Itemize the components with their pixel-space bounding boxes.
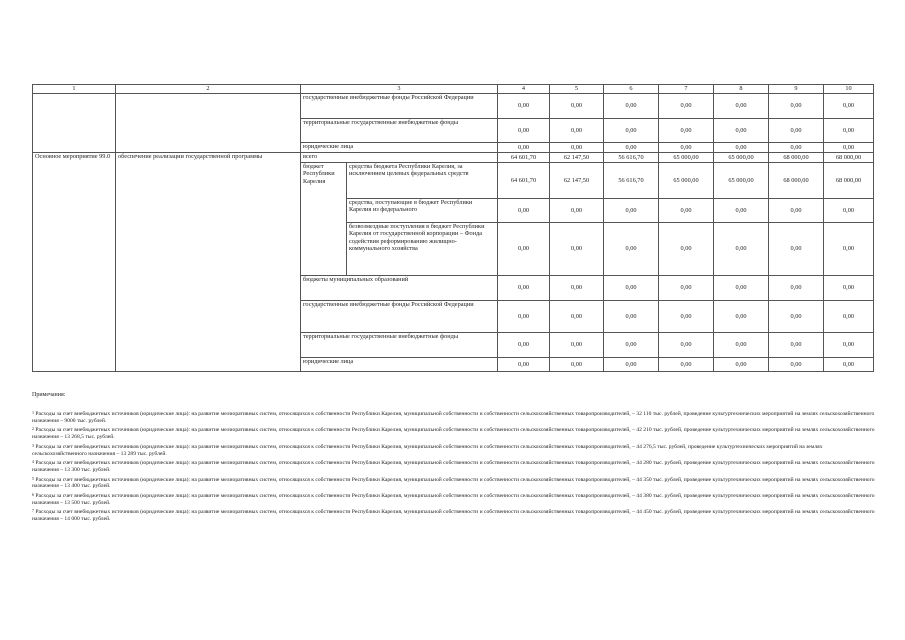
value-cell: 0,00 (824, 223, 874, 276)
footnote (32, 411, 877, 425)
value-cell: 0,00 (550, 199, 604, 223)
value-cell: 56 616,70 (604, 163, 659, 199)
value-cell: 0,00 (769, 199, 824, 223)
table-row (33, 153, 874, 163)
table-header-row (33, 85, 874, 94)
value-cell: 0,00 (498, 143, 550, 153)
value-cell: 0,00 (550, 94, 604, 119)
value-cell: 0,00 (659, 94, 714, 119)
value-cell: 0,00 (714, 199, 769, 223)
value-cell: 0,00 (659, 119, 714, 143)
budget-group-label: бюджет Республики Карелия (301, 163, 347, 276)
value-cell: 0,00 (604, 119, 659, 143)
footnote-number: 4 (32, 459, 34, 465)
value-cell: 0,00 (550, 333, 604, 358)
value-cell: 0,00 (550, 223, 604, 276)
value-cell: 65 000,00 (659, 153, 714, 163)
footnote-text: Расходы за счет внебюджетных источников (юридические лица): на развитие мелиоративных систем, относящихся к собственности Республики Карелия, муниципальной собственности и собственности сельскохозяйственных товаропроизводителей, – 32 110 тыс. рублей, проведение культуртехнических мероприятий на землях сельскохозяйственного назначения – 9000 тыс. рублей. (32, 410, 875, 424)
footnote-text: Расходы за счет внебюджетных источников (юридические лица): на развитие мелиоративных систем, относящихся к собственности Республики Карелия, муниципальной собственности и собственности сельскохозяйственных товаропроизводителей, – 44 450 тыс. рублей, проведение культуртехнических мероприятий на землях сельскохозяйственного назначения – 14 000 тыс. рублей. (32, 509, 875, 523)
footnote-number: 2 (32, 426, 34, 432)
value-cell: 0,00 (824, 143, 874, 153)
value-cell: 0,00 (550, 301, 604, 333)
footnote (32, 509, 877, 523)
source-label: безвозмездные поступления в бюджет Республики Карелия от государственной корпорации – Фонда содействия реформированию жилищно-коммунального хозяйства (347, 223, 498, 276)
value-cell: 0,00 (824, 276, 874, 301)
source-label: территориальные государственные внебюджетные фонды (301, 333, 498, 358)
empty-cell (116, 94, 301, 153)
value-cell: 0,00 (498, 223, 550, 276)
value-cell: 0,00 (769, 119, 824, 143)
event-description: обеспечение реализации государственной программы (116, 153, 301, 372)
value-cell: 64 601,70 (498, 163, 550, 199)
value-cell: 0,00 (659, 223, 714, 276)
notes-section (32, 392, 877, 526)
source-label: бюджеты муниципальных образований (301, 276, 498, 301)
value-cell: 0,00 (714, 223, 769, 276)
footnote-number: 6 (32, 491, 34, 497)
header-cell: 5 (550, 85, 604, 94)
value-cell: 0,00 (824, 333, 874, 358)
footnote-text: Расходы за счет внебюджетных источников (юридические лица): на развитие мелиоративных систем, относящихся к собственности Республики Карелия, муниципальной собственности и собственности сельскохозяйственных товаропроизводителей, – 42 210 тыс. рублей, проведение культуртехнических мероприятий на землях сельскохозяйственного назначения – 13 268,5 тыс. рублей. (32, 427, 875, 441)
value-cell: 0,00 (498, 276, 550, 301)
value-cell: 0,00 (769, 358, 824, 372)
value-cell: 68 000,00 (769, 153, 824, 163)
header-cell: 3 (301, 85, 498, 94)
value-cell: 0,00 (498, 94, 550, 119)
value-cell: 0,00 (550, 119, 604, 143)
footnote-number: 1 (32, 409, 34, 415)
header-cell: 1 (33, 85, 116, 94)
value-cell: 0,00 (550, 276, 604, 301)
value-cell: 0,00 (604, 276, 659, 301)
value-cell: 0,00 (769, 143, 824, 153)
value-cell: 0,00 (604, 301, 659, 333)
value-cell: 65 000,00 (714, 163, 769, 199)
value-cell: 0,00 (824, 199, 874, 223)
source-label: территориальные государственные внебюджетные фонды (301, 119, 498, 143)
value-cell: 0,00 (498, 199, 550, 223)
source-label: государственные внебюджетные фонды Российской Федерации (301, 301, 498, 333)
value-cell: 0,00 (659, 199, 714, 223)
header-cell: 10 (824, 85, 874, 94)
value-cell: 68 000,00 (769, 163, 824, 199)
value-cell: 0,00 (714, 333, 769, 358)
header-cell: 8 (714, 85, 769, 94)
footnote (32, 460, 877, 474)
header-cell: 9 (769, 85, 824, 94)
value-cell: 62 147,50 (550, 153, 604, 163)
value-cell: 0,00 (604, 94, 659, 119)
header-cell: 7 (659, 85, 714, 94)
value-cell: 68 000,00 (824, 163, 874, 199)
value-cell: 0,00 (498, 119, 550, 143)
event-name: Основное мероприятие 99.0 (33, 153, 116, 372)
value-cell: 65 000,00 (659, 163, 714, 199)
table-row (33, 94, 874, 119)
value-cell: 0,00 (769, 333, 824, 358)
value-cell: 0,00 (498, 358, 550, 372)
header-cell: 6 (604, 85, 659, 94)
source-label: юридические лица (301, 143, 498, 153)
value-cell: 0,00 (498, 333, 550, 358)
value-cell: 0,00 (824, 119, 874, 143)
value-cell: 0,00 (824, 301, 874, 333)
source-label: средства, поступающие в бюджет Республики Карелия из федерального (347, 199, 498, 223)
footnote-number: 3 (32, 442, 34, 448)
value-cell: 0,00 (769, 301, 824, 333)
value-cell: 0,00 (659, 301, 714, 333)
footnote-text: Расходы за счет внебюджетных источников (юридические лица): на развитие мелиоративных систем, относящихся к собственности Республики Карелия, муниципальной собственности и собственности сельскохозяйственных товаропроизводителей, – 44 350 тыс. рублей, проведение культуртехнических мероприятий на землях сельскохозяйственного назначения – 13 400 тыс. рублей. (32, 476, 875, 490)
value-cell: 65 000,00 (714, 153, 769, 163)
source-label: всего (301, 153, 498, 163)
value-cell: 0,00 (659, 276, 714, 301)
footnote (32, 477, 877, 491)
value-cell: 0,00 (659, 333, 714, 358)
footnote (32, 493, 877, 507)
value-cell: 0,00 (604, 143, 659, 153)
value-cell: 0,00 (550, 358, 604, 372)
value-cell: 0,00 (604, 358, 659, 372)
value-cell: 0,00 (604, 223, 659, 276)
notes-title: Примечания: (32, 392, 66, 398)
budget-table (32, 84, 874, 372)
header-cell: 2 (116, 85, 301, 94)
value-cell: 0,00 (498, 301, 550, 333)
value-cell: 0,00 (714, 119, 769, 143)
footnote (32, 444, 877, 458)
value-cell: 68 000,00 (824, 153, 874, 163)
value-cell: 0,00 (714, 276, 769, 301)
value-cell: 0,00 (824, 358, 874, 372)
source-label: юридические лица (301, 358, 498, 372)
value-cell: 0,00 (769, 94, 824, 119)
value-cell: 0,00 (714, 143, 769, 153)
value-cell: 56 616,70 (604, 153, 659, 163)
source-label: средства бюджета Республики Карелия, за исключением целевых федеральных средств (347, 163, 498, 199)
value-cell: 62 147,50 (550, 163, 604, 199)
footnote (32, 427, 877, 441)
footnote-text: Расходы за счет внебюджетных источников (юридические лица): на развитие мелиоративных систем, относящихся к собственности Республики Карелия, муниципальной собственности и собственности сельскохозяйственных товаропроизводителей, – 44 380 тыс. рублей, проведение культуртехнических мероприятий на землях сельскохозяйственного назначения – 13 500 тыс. рублей. (32, 492, 875, 506)
empty-cell (33, 94, 116, 153)
value-cell: 0,00 (714, 94, 769, 119)
value-cell: 0,00 (604, 333, 659, 358)
value-cell: 0,00 (659, 143, 714, 153)
footnote-text: Расходы за счет внебюджетных источников (юридические лица): на развитие мелиоративных систем, относящихся к собственности Республики Карелия, муниципальной собственности и собственности сельскохозяйственных товаропроизводителей, – 44 280 тыс. рублей, проведение культуртехнических мероприятий на землях сельскохозяйственного назначения – 13 300 тыс. рублей. (32, 460, 875, 474)
footnote-number: 5 (32, 475, 34, 481)
value-cell: 0,00 (714, 301, 769, 333)
value-cell: 0,00 (824, 94, 874, 119)
value-cell: 0,00 (604, 199, 659, 223)
footnote-text: Расходы за счет внебюджетных источников (юридические лица): на развитие мелиоративных систем, относящихся к собственности Республики Карелия, муниципальной собственности и собственности сельскохозяйственных товаропроизводителей, – 44 276,5 тыс. рублей, проведение культуртехнических мероприятий на землях сельскохозяйственного назначения – 13 289 тыс. рублей. (32, 443, 823, 457)
value-cell: 0,00 (659, 358, 714, 372)
value-cell: 64 601,70 (498, 153, 550, 163)
footnote-number: 7 (32, 508, 34, 514)
value-cell: 0,00 (769, 223, 824, 276)
source-label: государственные внебюджетные фонды Российской Федерации (301, 94, 498, 119)
value-cell: 0,00 (714, 358, 769, 372)
header-cell: 4 (498, 85, 550, 94)
value-cell: 0,00 (769, 276, 824, 301)
value-cell: 0,00 (550, 143, 604, 153)
